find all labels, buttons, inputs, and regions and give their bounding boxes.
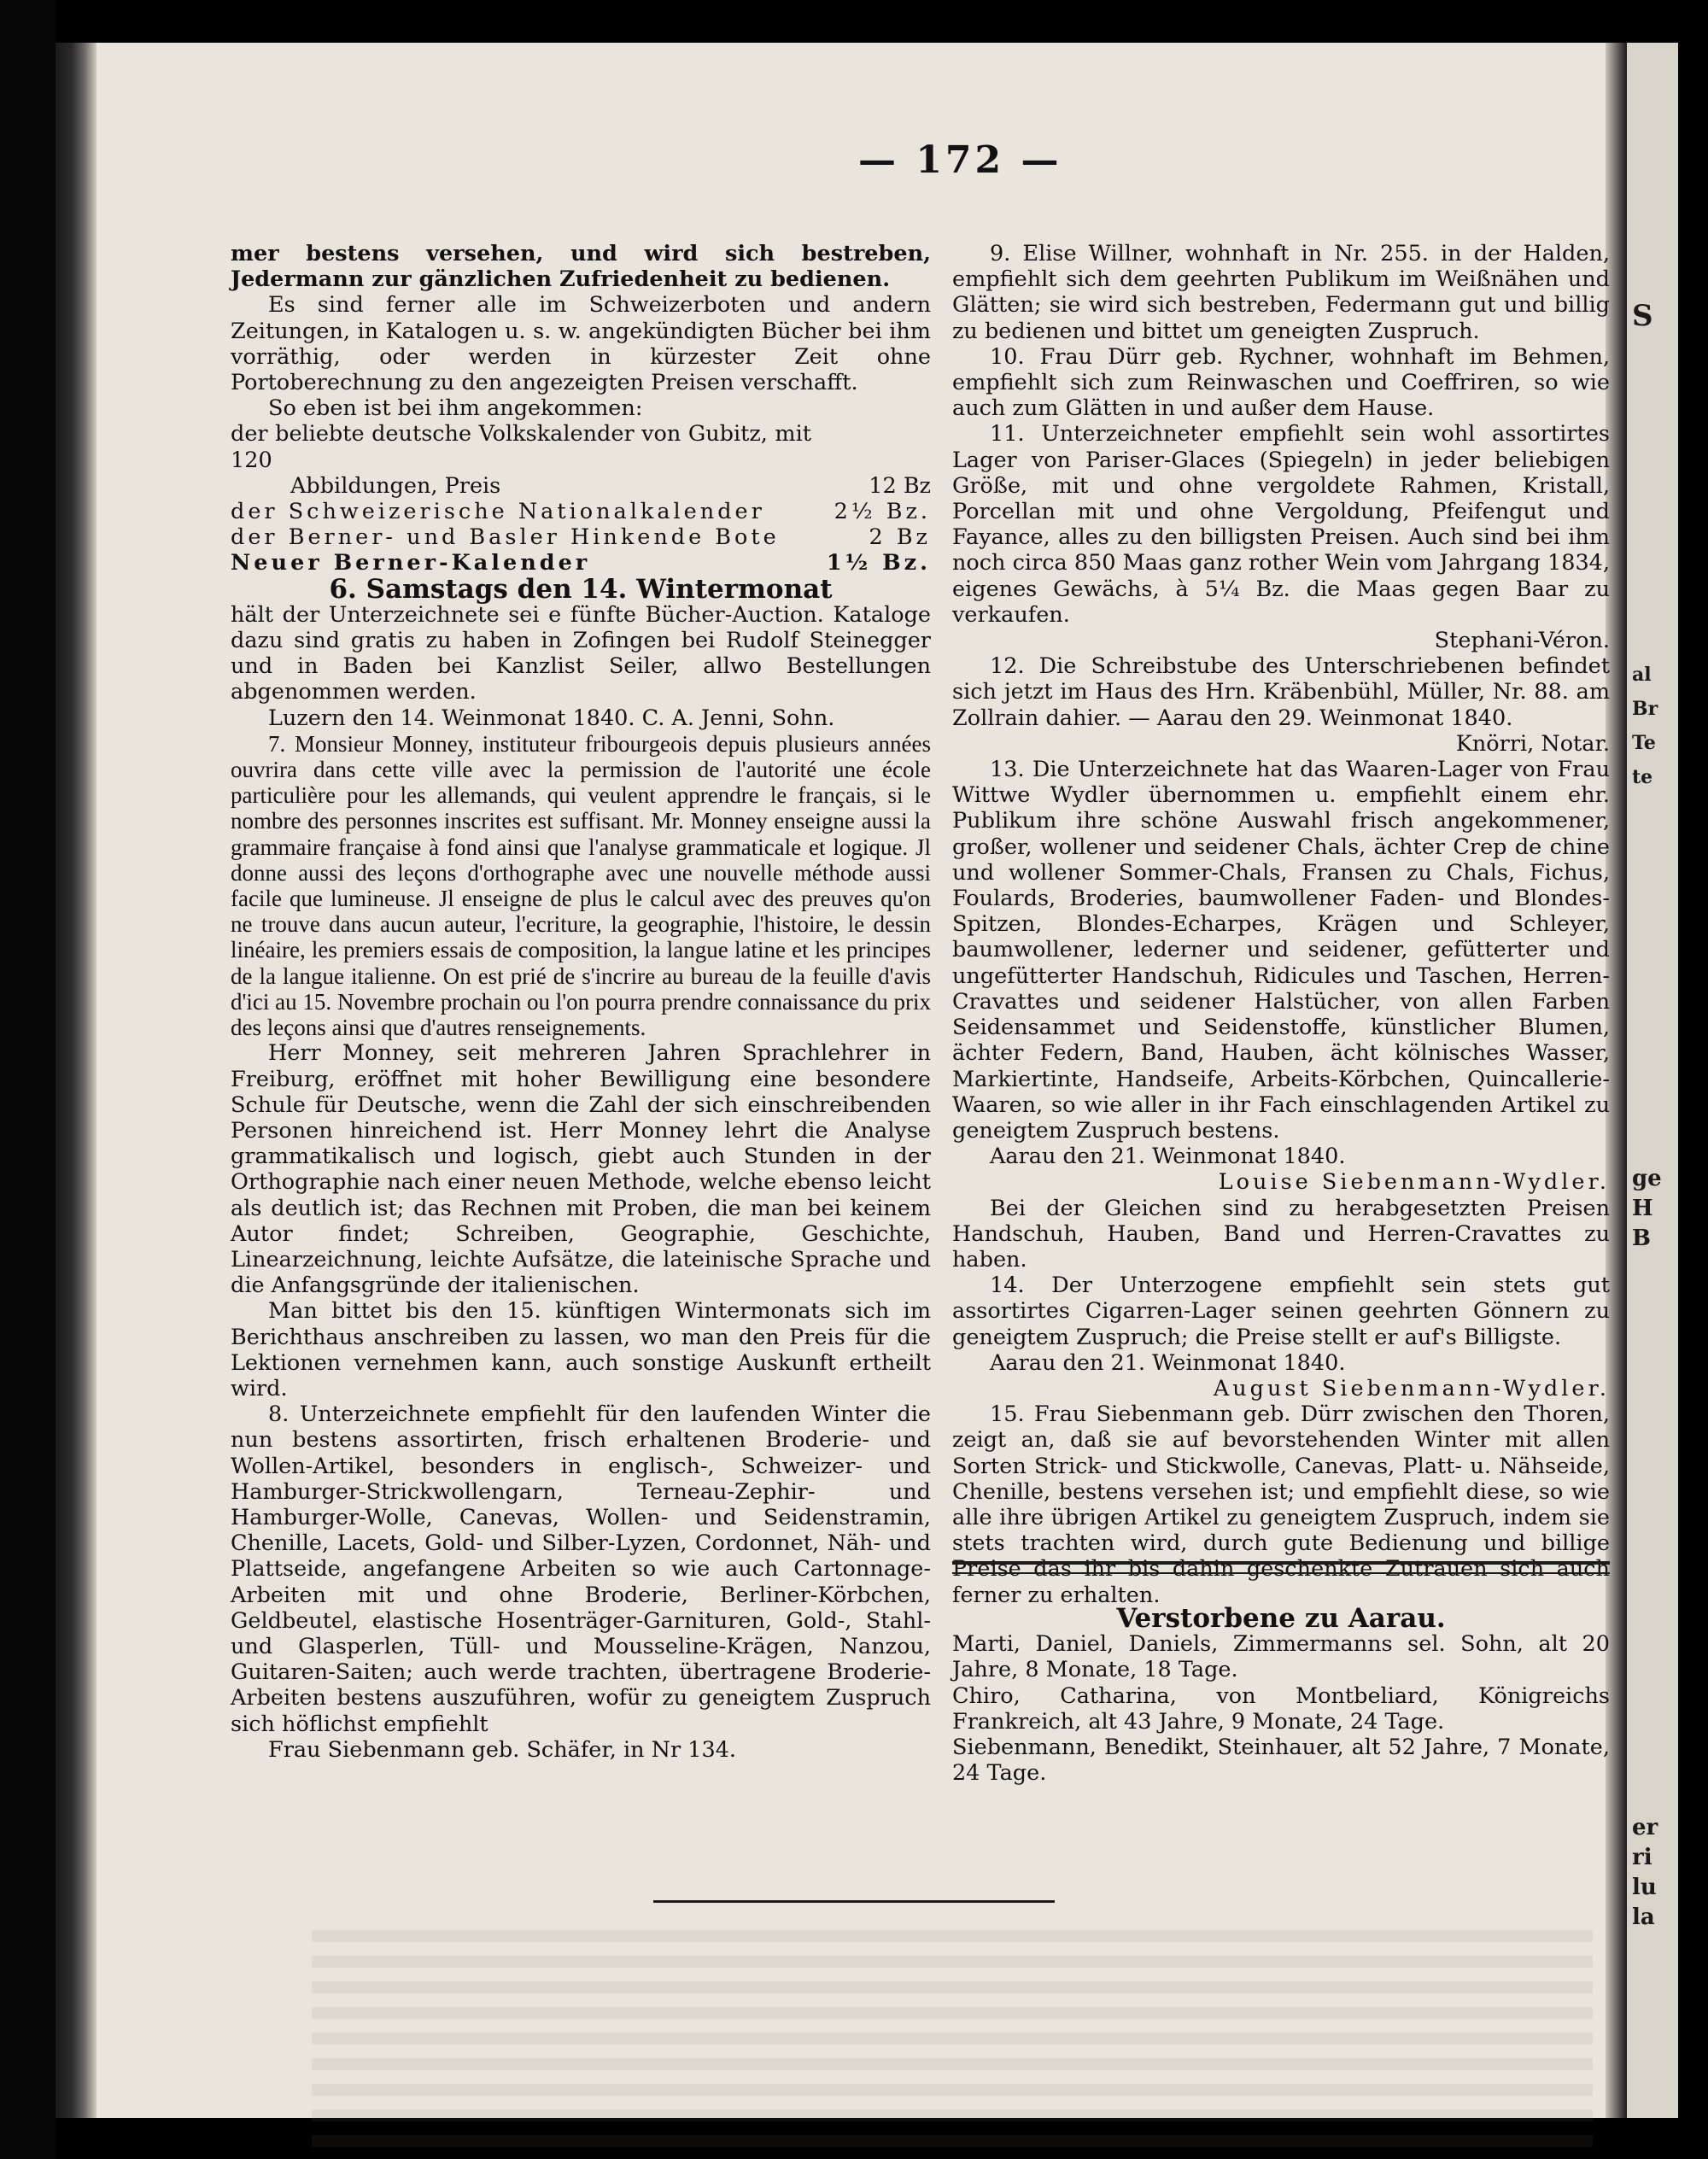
signature-line: Frau Siebenmann geb. Schäfer, in Nr 134. <box>268 1736 737 1763</box>
next-page-fragment: B <box>1632 1226 1651 1251</box>
calendar-name: Neuer Berner-Kalender <box>231 550 591 576</box>
calendar-name: der beliebte deutsche Volkskalender von Gubitz, mit 120 <box>231 421 811 473</box>
death-entry: Marti, Daniel, Daniels, Zimmermanns sel. Sohn, alt 20 Jahre, 8 Monate, 18 Tage. <box>952 1631 1610 1683</box>
right-column <box>952 241 1610 1608</box>
signature-line: August Siebenmann-Wydler. <box>1213 1375 1610 1401</box>
calendar-name: der Berner- und Basler Hinkende Bote <box>231 524 780 551</box>
calendar-row <box>231 421 931 472</box>
calendar-list <box>231 421 931 576</box>
auction-heading: 6. Samstags den 14. Wintermonat <box>329 573 833 605</box>
end-rule <box>653 1900 1055 1903</box>
signature-line: Louise Siebenmann-Wydler. <box>1218 1169 1610 1196</box>
next-page-fragment: H <box>1632 1196 1653 1221</box>
paragraph: 15. Frau Siebenmann geb. Dürr zwischen den Thoren, zeigt an, daß sie auf bevorstehenden Winter mit allen Sorten Strick- und Stickwolle, Canevas, Platt- u. Nähseide, Chenille, bestens versehen ist; und empfiehlt diese, so wie alle ihre übrigen Artikel zu geneigtem Zuspruch, indem sie stets trachten wird, durch gute Bedienung und billige Preise das ihr bis dahin geschenkte Zutrauen sich auch ferner zu erhalten. <box>952 1401 1610 1608</box>
signature-line: Knörri, Notar. <box>1455 730 1610 757</box>
paragraph: 10. Frau Dürr geb. Rychner, wohnhaft im Behmen, empfiehlt sich zum Reinwaschen und Coeffriren, so wie auch zum Glätten in und außer dem Hause. <box>952 343 1610 422</box>
calendar-price <box>811 421 931 472</box>
paragraph: Man bittet bis den 15. künftigen Wintermonats sich im Berichthaus anschreiben zu lassen, wo man den Preis für die Lektionen vernehmen kann, auch sonstige Auskunft ertheilt wird. <box>231 1298 931 1401</box>
calendar-price: 12 Bz <box>869 472 931 499</box>
death-entry: Chiro, Catharina, von Montbeliard, Königreichs Frankreich, alt 43 Jahre, 9 Monate, 24 Tage. <box>952 1682 1610 1735</box>
calendar-price: 2½ Bz. <box>834 499 931 525</box>
left-column <box>231 241 931 1763</box>
next-page-fragment: lu <box>1632 1875 1657 1900</box>
calendar-price: 1½ Bz. <box>826 550 931 576</box>
page-number: — 172 — <box>858 138 1062 182</box>
calendar-row <box>231 499 931 524</box>
scan-border <box>0 0 56 2159</box>
newspaper-page <box>56 43 1662 2118</box>
paragraph: Es sind ferner alle im Schweizerboten und andern Zeitungen, in Katalogen u. s. w. angekündigten Bücher bei ihm vorräthig, oder werden in kürzester Zeit ohne Portoberechnung zu den angezeigten Preisen verschafft. <box>231 292 931 396</box>
next-page-fragment: te <box>1632 766 1653 788</box>
calendar-row <box>231 524 931 550</box>
calendar-name: Abbildungen, Preis <box>290 472 501 499</box>
next-page-fragment: S <box>1632 299 1653 333</box>
paragraph: hält der Unterzeichnete sei e fünfte Bücher-Auction. Kataloge dazu sind gratis zu haben in Zofingen bei Rudolf Steinegger und in Baden bei Kanzlist Seiler, allwo Bestellungen abgenommen werden. <box>231 601 931 705</box>
paragraph: 13. Die Unterzeichnete hat das Waaren-Lager von Frau Wittwe Wydler übernommen u. empfiehlt einem ehr. Publikum ihre schöne Auswahl frisch angekommener, großer, wollener und seidener Chals, ächter Crep de chine und wollener Sommer-Chals, Fransen zu Chals, Fichus, Foulards, Broderies, baumwollener Faden- und Blondes-Spitzen, Blondes-Echarpes, Krägen und Schleyer, baumwollener, lederner und seidener, gefütterter und ungefütterter Handschuh, Ridicules und Taschen, Herren-Cravattes und seidener Halstücher, von allen Farben Seidensammet und Seidenstoffe, künstlicher Blumen, ächter Federn, Band, Hauben, ächt kölnisches Wasser, Markiertinte, Handseife, Arbeits-Körbchen, Quincallerie-Waaren, so wie aller in ihr Fach einschlagenden Artikel zu geneigtem Zuspruch bestens. <box>952 757 1610 1144</box>
paragraph: 14. Der Unterzogene empfiehlt sein stets gut assortirtes Cigarren-Lager seinen geehrten Gönnern zu geneigtem Zuspruch; die Preise stellt er auf's Billigste. <box>952 1273 1610 1350</box>
paragraph-french: 7. Monsieur Monney, instituteur fribourgeois depuis plusieurs années ouvrira dans cette ville avec la permission de l'autorité une école particulière pour les allemands, qui veulent apprendre le français, si le nombre des personnes inscrites est suffisant. Mr. Monney enseigne aussi la grammaire française à fond ainsi que l'analyse grammaticale et logique. Jl donne aussi des leçons d'orthographe avec une nouvelle méthode aussi facile que lumineuse. Jl enseigne de plus le calcul avec des preuves qu'on ne trouve dans aucun auteur, l'ecriture, la geographie, l'histoire, le dessin linéaire, les premiers essais de composition, la langue latine et les principes de la langue italienne. On est prié de s'incrire au bureau de la feuille d'avis d'ici au 15. Novembre prochain ou l'on pourra prendre connaissance du prix des leçons ainsi que d'autres renseignements. <box>231 730 931 1041</box>
next-page-fragment: al <box>1632 664 1652 686</box>
next-page-fragment: ge <box>1632 1166 1662 1191</box>
deaths-heading: Verstorbene zu Aarau. <box>1116 1603 1446 1634</box>
calendar-price: 2 Bz <box>869 524 931 551</box>
next-page-fragment: Br <box>1632 698 1658 720</box>
paragraph: Herr Monney, seit mehreren Jahren Sprachlehrer in Freiburg, eröffnet mit hoher Bewilligung eine besondere Schule für Deutsche, wenn die Zahl der sich einschreibenden Personen hinreichend ist. Herr Monney lehrt die Analyse grammatikalisch und logisch, giebt auch Stunden in der Orthographie nach einer neuen Methode, welche ebenso leicht als deutlich ist; das Rechnen mit Proben, die man bei keinem Autor findet; Schreiben, Geographie, Geschichte, Linearzeichnung, leichte Aufsätze, die lateinische Sprache und die Anfangsgründe der italienischen. <box>231 1040 931 1299</box>
calendar-row <box>231 550 931 576</box>
date-line: Aarau den 21. Weinmonat 1840. <box>990 1349 1346 1376</box>
paragraph: 12. Die Schreibstube des Unterschriebenen befindet sich jetzt im Haus des Hrn. Kräbenbühl, Müller, Nr. 88. am Zollrain dahier. — Aarau den 29. Weinmonat 1840. <box>952 653 1610 731</box>
next-page-fragment: ri <box>1632 1845 1652 1870</box>
section-divider <box>952 1561 1610 1574</box>
paragraph: 8. Unterzeichnete empfiehlt für den laufenden Winter die nun bestens assortirten, frisch erhaltenen Broderie- und Wollen-Artikel, besonders in englisch-, Schweizer- und Hamburger-Strickwollengarn, Terneau-Zephir- und Hamburger-Wolle, Canevas, Wollen- und Seidenstramin, Chenille, Lacets, Gold- und Silber-Lyzen, Cordonnet, Näh- und Plattseide, angefangene Arbeiten so wie auch Cartonnage-Arbeiten mit und ohne Broderie, Berliner-Körbchen, Geldbeutel, elastische Hosenträger-Garnituren, Gold-, Stahl- und Glasperlen, Tüll- und Mousseline-Krägen, Nanzou, Guitaren-Saiten; auch werde trachten, übertragene Broderie-Arbeiten bestens auszuführen, wofür zu geneigtem Zuspruch sich höflichst empfiehlt <box>231 1401 931 1737</box>
death-entry: Siebenmann, Benedikt, Steinhauer, alt 52 Jahre, 7 Monate, 24 Tage. <box>952 1735 1610 1787</box>
binding-shadow <box>56 43 97 2118</box>
paragraph: 9. Elise Willner, wohnhaft in Nr. 255. in der Halden, empfiehlt sich dem geehrten Publikum im Weißnähen und Glätten; sie wird sich bestreben, Federmann gut und billig zu bedienen und bittet um geneigten Zuspruch. <box>952 241 1610 344</box>
adjacent-page-edge <box>1627 43 1678 2118</box>
calendar-name: der Schweizerische Nationalkalender <box>231 499 765 525</box>
bleed-through <box>312 1930 1593 2152</box>
deaths-section <box>952 1603 1610 1787</box>
next-page-fragment: Te <box>1632 732 1656 754</box>
paragraph: 11. Unterzeichneter empfiehlt sein wohl assortirtes Lager von Pariser-Glaces (Spiegeln) in jeder beliebigen Größe, mit und ohne vergoldete Rahmen, Kristall, Porcellan mit und ohne Vergoldung, Pfeifengut und Fayance, alles zu den billigsten Preisen. Auch sind bei ihm noch circa 850 Maas ganz rother Wein vom Jahrgang 1834, eigenes Gewächs, à 5¼ Bz. die Maas gegen Baar zu verkaufen. <box>952 421 1610 628</box>
paragraph: mer bestens versehen, und wird sich bestreben, Jedermann zur gänzlichen Zufriedenheit zu bedienen. <box>231 241 931 293</box>
calendar-row <box>231 473 931 499</box>
next-page-fragment: la <box>1632 1904 1655 1930</box>
signature-line: Luzern den 14. Weinmonat 1840. C. A. Jenni, Sohn. <box>268 705 835 731</box>
paragraph: So eben ist bei ihm angekommen: <box>268 395 643 422</box>
date-line: Aarau den 21. Weinmonat 1840. <box>990 1144 1346 1170</box>
next-page-fragment: er <box>1632 1815 1658 1840</box>
signature-line: Stephani-Véron. <box>1434 628 1610 654</box>
paragraph: Bei der Gleichen sind zu herabgesetzten Preisen Handschuh, Hauben, Band und Herren-Cravattes zu haben. <box>952 1195 1610 1273</box>
